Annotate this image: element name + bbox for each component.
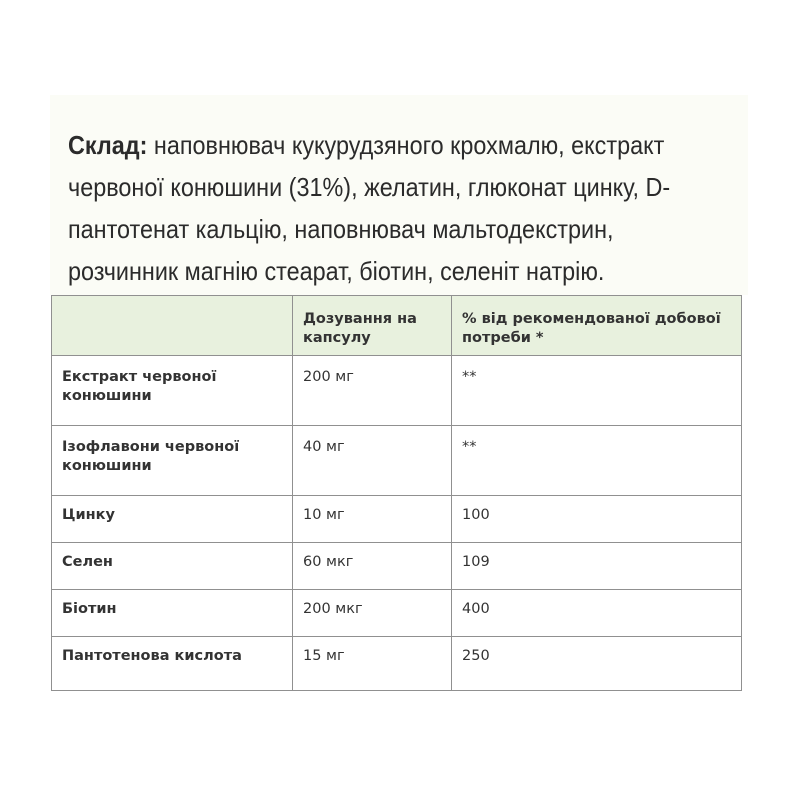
table-row (52, 356, 742, 426)
header-dose-cell: Дозування на капсулу (293, 296, 452, 356)
ingredient-dose: 200 мг (293, 356, 452, 426)
ingredient-percent: 400 (452, 590, 742, 637)
ingredient-percent: 250 (452, 637, 742, 691)
ingredient-dose: 40 мг (293, 426, 452, 496)
header-name-cell (52, 296, 293, 356)
table-header-row (52, 296, 742, 356)
ingredient-dose: 10 мг (293, 496, 452, 543)
ingredient-dose: 60 мкг (293, 543, 452, 590)
nutrient-table (51, 295, 742, 691)
ingredient-percent: 109 (452, 543, 742, 590)
ingredient-name: Ізофлавони червоної конюшини (52, 426, 293, 496)
table-row (52, 637, 742, 691)
table-row (52, 426, 742, 496)
composition-ingredients: наповнювач кукурудзяного крохмалю, екстракт червоної конюшини (31%), желатин, глюконат цинку, D-пантотенат кальцію, наповнювач мальтодекстрин, розчинник магнію стеарат, біотин, селеніт натрію. (68, 130, 671, 286)
ingredient-percent: ** (452, 426, 742, 496)
table-row (52, 590, 742, 637)
ingredient-dose: 15 мг (293, 637, 452, 691)
ingredient-percent: 100 (452, 496, 742, 543)
table-row (52, 496, 742, 543)
table-row (52, 543, 742, 590)
ingredient-name: Пантотенова кислота (52, 637, 293, 691)
ingredient-name: Екстракт червоної конюшини (52, 356, 293, 426)
ingredient-name: Цинку (52, 496, 293, 543)
ingredient-name: Селен (52, 543, 293, 590)
header-percent-cell: % від рекомендованої добової потреби * (452, 296, 742, 356)
ingredient-name: Біотин (52, 590, 293, 637)
composition-label: Склад: (68, 130, 148, 160)
ingredient-percent: ** (452, 356, 742, 426)
composition-paragraph (68, 124, 680, 292)
ingredient-dose: 200 мкг (293, 590, 452, 637)
